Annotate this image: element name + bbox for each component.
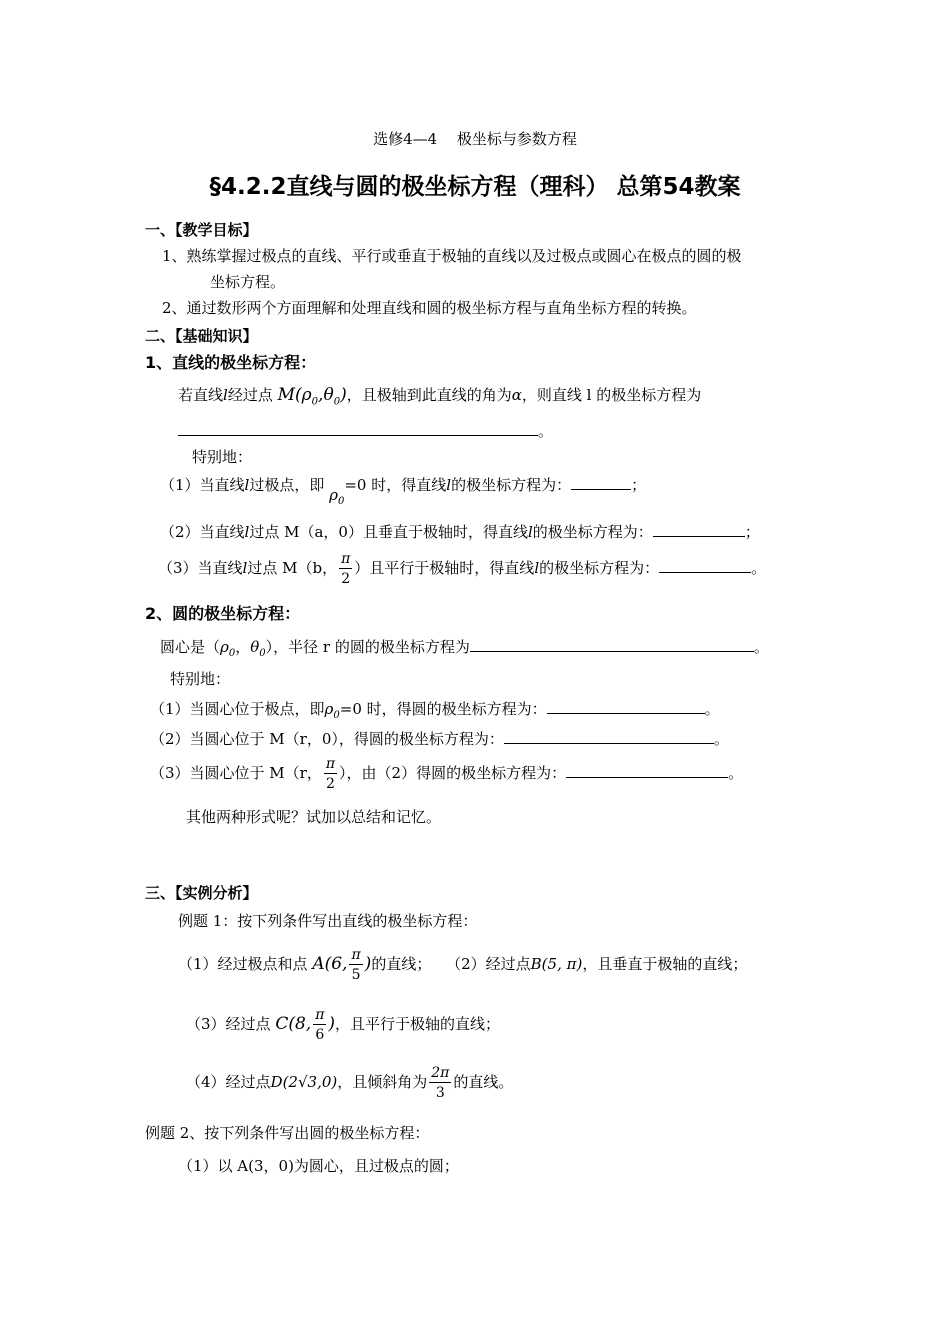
- example2-title: 例题 2、按下列条件写出圆的极坐标方程：: [145, 1124, 430, 1142]
- line-answer-blank: 。: [178, 420, 553, 441]
- line-case-1: （1）当直线l过极点，即 $\rho_0=0$ 时，得直线l的极坐标方程为： ；: [160, 476, 647, 507]
- section2-heading: 二、【基础知识】: [145, 327, 258, 345]
- circle-case-1: （1）当圆心位于极点，即$\rho_0=0$ 时，得圆的极坐标方程为： 。: [150, 700, 720, 721]
- line-heading: 1、直线的极坐标方程：: [145, 353, 317, 372]
- example1-item-3: （3）经过点 C(8, $\frac{\pi}{6}$ )，且平行于极轴的直线；: [186, 1007, 501, 1043]
- line-case-3: （3）当直线l过点 M（b， $\frac{\pi}{2}$ ）且平行于极轴时，得直线l的极坐标方程为： 。: [158, 551, 767, 587]
- section1-heading: 一、【教学目标】: [145, 221, 258, 239]
- circle-case-3: （3）当圆心位于 M（r， $\frac{\pi}{2}$ ），由（2）得圆的极坐标方程为： 。: [150, 756, 744, 792]
- example1-item-1-2: （1）经过极点和点 A(6, $\frac{\pi}{5}$ )的直线； （2）经过点B(5, π)，且垂直于极轴的直线；: [178, 947, 748, 983]
- goal-item-2: 2、通过数形两个方面理解和处理直线和圆的极坐标方程与直角坐标方程的转换。: [162, 299, 697, 317]
- line-intro: 若直线l经过点 $M(\rho_0,\theta_0)$，且极轴到此直线的角为α，则直线 l 的极坐标方程为: [178, 385, 702, 408]
- course-header: 选修4—4 极坐标与参数方程: [373, 130, 577, 148]
- line-special: 特别地：: [192, 448, 253, 466]
- example1-item-4: （4）经过点D(2√3,0)，且倾斜角为 $\frac{2\pi}{3}$ 的直线。: [186, 1065, 514, 1101]
- circle-special: 特别地：: [170, 670, 231, 688]
- example2-item-1: （1）以 A(3，0)为圆心，且过极点的圆；: [178, 1157, 459, 1175]
- page-title: §4.2.2直线与圆的极坐标方程（理科） 总第54教案: [209, 174, 741, 200]
- circle-case-2: （2）当圆心位于 M（r，0），得圆的极坐标方程为： 。: [150, 730, 729, 748]
- circle-heading: 2、圆的极坐标方程：: [145, 604, 301, 623]
- goal-item-1: 1、熟练掌握过极点的直线、平行或垂直于极轴的直线以及过极点或圆心在极点的圆的极: [162, 247, 742, 265]
- section3-heading: 三、【实例分析】: [145, 884, 258, 902]
- circle-intro: 圆心是（$\rho_0$，$\theta_0$），半径 r 的圆的极坐标方程为 。: [160, 638, 769, 659]
- example1-title: 例题 1：按下列条件写出直线的极坐标方程：: [178, 912, 478, 930]
- goal-item-1-cont: 坐标方程。: [210, 273, 286, 291]
- line-case-2: （2）当直线l过点 M（a，0）且垂直于极轴时，得直线l的极坐标方程为： ；: [160, 523, 760, 541]
- circle-other: 其他两种形式呢？试加以总结和记忆。: [186, 808, 442, 826]
